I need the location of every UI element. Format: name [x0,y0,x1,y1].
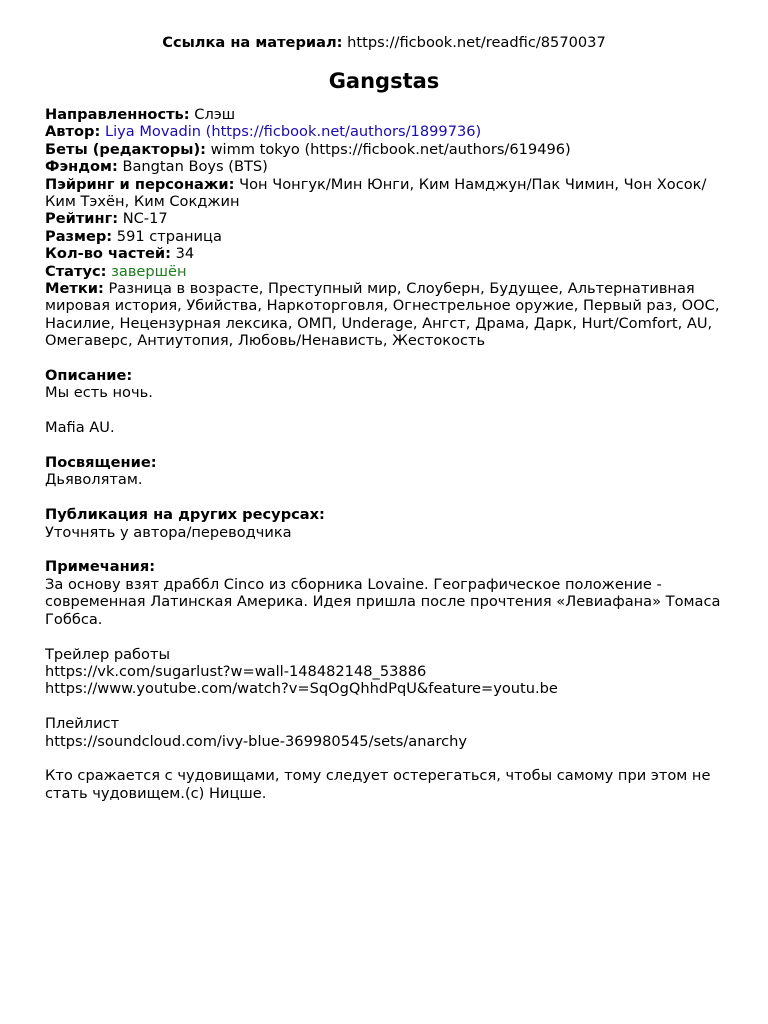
meta-betas-label: Беты (редакторы): [45,140,206,158]
description-line-1: Мы есть ночь. [45,384,153,402]
meta-direction-value: Слэш [194,106,236,123]
description-heading: Описание: [45,367,133,385]
status-badge: завершён [111,262,187,280]
notes-section [45,558,725,802]
meta-size [45,228,725,245]
author-link[interactable]: Liya Movadin (https://ficbook.net/authors/1899736) [104,123,482,141]
meta-tags-value: Разница в возрасте, Преступный мир, Слоуберн, Будущее, Альтернативная мировая история, Убийства, Наркоторговля, Огнестрельное оружие, Первый раз, ООС, Насилие, Нецензурная лексика, ОМП, Underage, Ангст, Драма, Дарк, Hurt/Comfort, AU, Омегаверс, Антиутопия, Любовь/Ненависть, Жестокость [45,280,720,350]
meta-betas-value: wimm tokyo (https://ficbook.net/authors/619496) [210,140,571,158]
meta-size-label: Размер: [45,227,113,245]
trailer-label: Трейлер работы [45,645,171,663]
meta-author-label: Автор: [45,123,101,141]
meta-status-label: Статус: [45,262,107,280]
source-link-label: Ссылка на материал: [162,34,343,51]
source-link-line [0,33,768,52]
meta-tags [45,280,725,350]
document-page [45,33,725,802]
trailer-url-1[interactable]: https://vk.com/sugarlust?w=wall-148482148_53886 [45,662,427,680]
meta-pairing [45,176,725,211]
meta-parts-value: 34 [175,245,195,263]
meta-status [45,263,725,280]
meta-direction-label: Направленность: [45,106,190,123]
work-title: Gangstas [328,69,440,93]
notes-paragraph-1: За основу взят драббл Cinco из сборника Lovaine. Географическое положение - современная Латинская Америка. Идея пришла после прочтения «Левиафана» Томаса Гоббса. [45,575,721,628]
dedication-text: Дьяволятам. [45,471,143,489]
metadata-block [45,106,725,350]
meta-parts [45,245,725,262]
description-section [45,367,725,437]
meta-pairing-value: Чон Чонгук/Мин Юнги, Ким Намджун/Пак Чимин, Чон Хосок/Ким Тэхён, Ким Сокджин [45,175,707,211]
publication-text: Уточнять у автора/переводчика [45,523,292,541]
meta-size-value: 591 страница [116,227,222,245]
meta-fandom-label: Фэндом: [45,158,118,176]
publication-section [45,506,725,541]
meta-direction [45,106,725,123]
meta-rating [45,210,725,227]
trailer-url-2[interactable]: https://www.youtube.com/watch?v=SqOgQhhdPqU&feature=youtu.be [45,680,558,698]
notes-heading: Примечания: [45,558,156,576]
meta-rating-label: Рейтинг: [45,210,119,228]
dedication-heading: Посвящение: [45,454,157,472]
meta-fandom [45,158,725,175]
meta-betas [45,141,725,158]
meta-pairing-label: Пэйринг и персонажи: [45,175,235,193]
dedication-section [45,454,725,489]
playlist-label: Плейлист [45,715,120,733]
notes-quote: Кто сражается с чудовищами, тому следует остерегаться, чтобы самому при этом не стать чудовищем.(с) Ницше. [45,767,711,802]
playlist-url[interactable]: https://soundcloud.com/ivy-blue-369980545/sets/anarchy [45,732,468,750]
description-line-2: Mafia AU. [45,419,115,437]
meta-tags-label: Метки: [45,280,104,298]
source-link-url[interactable]: https://ficbook.net/readfic/8570037 [347,34,606,51]
meta-fandom-value: Bangtan Boys (BTS) [122,158,268,176]
meta-author [45,123,725,140]
meta-rating-value: NC-17 [122,210,168,228]
meta-parts-label: Кол-во частей: [45,245,171,263]
publication-heading: Публикация на других ресурсах: [45,506,325,524]
